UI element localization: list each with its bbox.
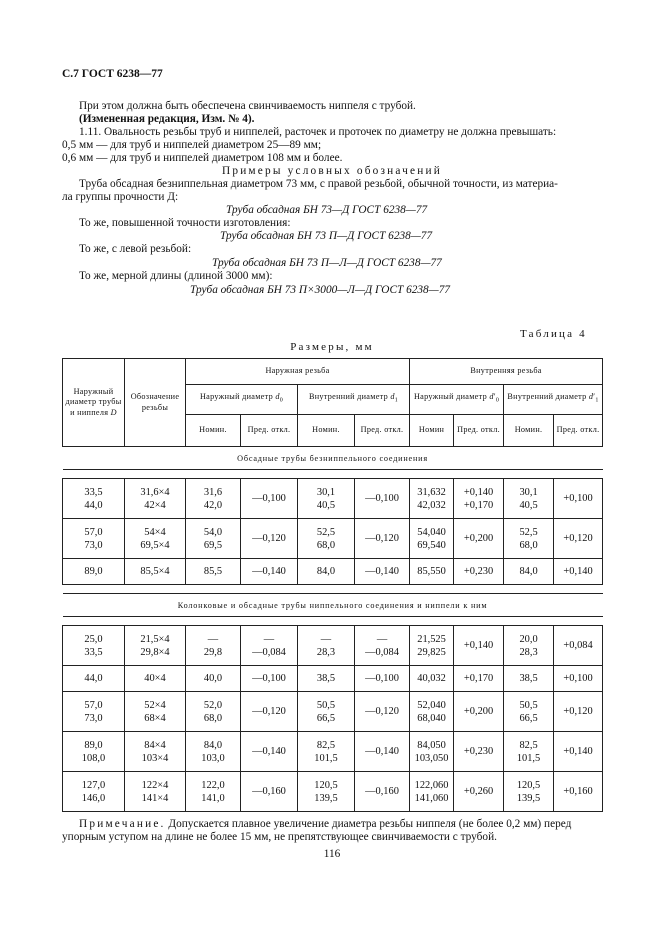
cell-designation bbox=[125, 559, 186, 585]
cell-pipe-diameter-value: 73,0 bbox=[84, 539, 103, 551]
cell-outer-d0-tolerance bbox=[241, 732, 298, 772]
cell-inner-d1-tolerance bbox=[355, 559, 410, 585]
cell-inner-d1p-tolerance-value: +0,100 bbox=[563, 493, 593, 504]
table-row bbox=[63, 559, 603, 585]
cell-designation bbox=[125, 666, 186, 692]
header-inner-d1: Внутренний диаметр $d_1$ bbox=[298, 385, 410, 415]
cell-outer-d0p-tolerance-value: +0,230 bbox=[463, 566, 494, 577]
cell-pipe-diameter-value: 89,0 bbox=[84, 566, 103, 577]
cell-designation-value: 29,8×4 bbox=[140, 646, 170, 658]
cell-outer-d0-tolerance bbox=[241, 559, 298, 585]
cell-pipe-diameter bbox=[63, 519, 125, 559]
cell-inner-d1-nominal bbox=[298, 519, 355, 559]
header-nominal: Номин. bbox=[298, 415, 355, 447]
paragraph: То же, мерной длины (длиной 3000 мм): bbox=[79, 270, 273, 282]
cell-inner-d1p-nominal bbox=[504, 692, 554, 732]
cell-outer-d0p-nominal bbox=[410, 772, 454, 812]
cell-outer-d0p-tolerance-value: +0,140 bbox=[463, 640, 494, 651]
cell-outer-d0p-nominal bbox=[410, 666, 454, 692]
cell-outer-d0p-tolerance-value: +0,170 bbox=[463, 499, 494, 511]
table-row bbox=[63, 692, 603, 732]
table-row bbox=[63, 519, 603, 559]
cell-inner-d1p-nominal-value: 139,5 bbox=[516, 792, 541, 804]
cell-outer-d0p-tolerance-value: +0,140 bbox=[463, 486, 494, 498]
cell-inner-d1-nominal-value: 30,1 bbox=[316, 486, 336, 498]
table-row bbox=[63, 626, 603, 666]
cell-outer-d0-nominal-value: — bbox=[207, 633, 219, 645]
cell-outer-d0-nominal-value: 29,8 bbox=[203, 646, 223, 658]
cell-outer-d0p-nominal bbox=[410, 692, 454, 732]
cell-outer-d0-tolerance-value: — bbox=[263, 633, 275, 645]
cell-inner-d1-tolerance-value: — bbox=[376, 633, 388, 645]
table-row bbox=[63, 479, 603, 519]
cell-pipe-diameter bbox=[63, 732, 125, 772]
cell-inner-d1p-tolerance bbox=[554, 519, 603, 559]
cell-inner-d1p-tolerance bbox=[554, 732, 603, 772]
cell-inner-d1p-nominal-value: 66,5 bbox=[519, 712, 538, 724]
cell-outer-d0-tolerance-value: —0,140 bbox=[252, 566, 286, 577]
table-row bbox=[63, 772, 603, 812]
cell-outer-d0p-nominal bbox=[410, 559, 454, 585]
cell-outer-d0-tolerance-value: —0,160 bbox=[252, 786, 286, 797]
cell-inner-d1-tolerance bbox=[355, 479, 410, 519]
cell-pipe-diameter-value: 44,0 bbox=[84, 673, 103, 684]
cell-outer-d0p-tolerance-value: +0,230 bbox=[463, 746, 494, 757]
cell-outer-d0-nominal-value: 103,0 bbox=[201, 752, 225, 764]
cell-inner-d1-nominal bbox=[298, 692, 355, 732]
cell-pipe-diameter-value: 33,5 bbox=[84, 646, 103, 658]
cell-outer-d0-tolerance-value: —0,120 bbox=[252, 706, 286, 717]
cell-outer-d0-nominal-value: 84,0 bbox=[203, 739, 223, 751]
cell-inner-d1-nominal bbox=[298, 626, 355, 666]
cell-inner-d1-nominal-value: 101,5 bbox=[314, 752, 338, 764]
note-line bbox=[79, 818, 571, 831]
header-nominal: Номин. bbox=[186, 415, 241, 447]
cell-inner-d1-nominal-value: 66,5 bbox=[316, 712, 336, 724]
cell-outer-d0-nominal bbox=[186, 692, 241, 732]
cell-inner-d1p-nominal-value: 38,5 bbox=[519, 673, 538, 684]
cell-inner-d1-nominal-value: 38,5 bbox=[316, 673, 336, 684]
cell-inner-d1-tolerance-value: —0,100 bbox=[365, 493, 399, 504]
cell-outer-d0p-nominal-value: 40,032 bbox=[417, 673, 446, 684]
cell-pipe-diameter bbox=[63, 479, 125, 519]
cell-outer-d0-nominal bbox=[186, 732, 241, 772]
cell-outer-d0-nominal bbox=[186, 626, 241, 666]
cell-designation bbox=[125, 479, 186, 519]
section-title: Обсадные трубы безниппельного соединения bbox=[63, 447, 603, 470]
cell-outer-d0p-nominal-value: 42,032 bbox=[417, 499, 446, 511]
cell-inner-d1p-nominal-value: 30,1 bbox=[519, 486, 538, 498]
page-number: 116 bbox=[323, 848, 341, 860]
example-designation: Труба обсадная БН 73 П—Д ГОСТ 6238—77 bbox=[220, 230, 433, 242]
header-outer-d0-prime: Наружный диаметр $d'_0$ bbox=[410, 385, 504, 415]
cell-pipe-diameter-value: 73,0 bbox=[84, 712, 103, 724]
cell-pipe-diameter-value: 89,0 bbox=[84, 739, 103, 751]
cell-inner-d1p-nominal bbox=[504, 772, 554, 812]
cell-designation-value: 69,5×4 bbox=[140, 539, 170, 551]
amendment-note: (Измененная редакция, Изм. № 4). bbox=[79, 113, 255, 125]
cell-inner-d1p-nominal-value: 20,0 bbox=[519, 633, 538, 645]
cell-inner-d1-nominal-value: 28,3 bbox=[316, 646, 336, 658]
header-tolerance: Пред. откл. bbox=[241, 415, 298, 447]
cell-outer-d0-nominal-value: 122,0 bbox=[201, 779, 225, 791]
cell-outer-d0p-nominal-value: 85,550 bbox=[417, 566, 446, 577]
cell-inner-d1p-nominal-value: 120,5 bbox=[516, 779, 541, 791]
cell-inner-d1-tolerance-value: —0,120 bbox=[365, 533, 399, 544]
cell-pipe-diameter-value: 57,0 bbox=[84, 526, 103, 538]
cell-designation-value: 141×4 bbox=[141, 792, 169, 804]
cell-outer-d0p-nominal-value: 141,060 bbox=[414, 792, 449, 804]
cell-designation-value: 42×4 bbox=[144, 499, 166, 511]
cell-outer-d0-tolerance bbox=[241, 479, 298, 519]
cell-inner-d1-nominal bbox=[298, 559, 355, 585]
cell-inner-d1p-nominal-value: 68,0 bbox=[519, 539, 538, 551]
cell-pipe-diameter-value: 57,0 bbox=[84, 699, 103, 711]
cell-inner-d1-tolerance bbox=[355, 772, 410, 812]
cell-designation-value: 85,5×4 bbox=[140, 566, 170, 577]
example-designation: Труба обсадная БН 73—Д ГОСТ 6238—77 bbox=[226, 204, 428, 216]
cell-inner-d1p-nominal bbox=[504, 666, 554, 692]
cell-inner-d1-nominal-value: 120,5 bbox=[314, 779, 338, 791]
cell-outer-d0p-nominal-value: 68,040 bbox=[417, 712, 446, 724]
page-header: С.7 ГОСТ 6238—77 bbox=[62, 68, 163, 80]
header-designation: Обозначение резьбы bbox=[125, 359, 186, 447]
cell-inner-d1p-nominal-value: 84,0 bbox=[519, 566, 538, 577]
cell-outer-d0p-tolerance bbox=[454, 559, 504, 585]
cell-designation-value: 21,5×4 bbox=[140, 633, 170, 645]
header-tolerance: Пред. откл. bbox=[355, 415, 410, 447]
cell-inner-d1p-nominal-value: 101,5 bbox=[516, 752, 541, 764]
cell-outer-d0-nominal bbox=[186, 666, 241, 692]
cell-outer-d0p-nominal-value: 84,050 bbox=[417, 739, 446, 751]
header-pipe-diameter: Наружный диаметр трубы и ниппеля D bbox=[63, 359, 125, 447]
cell-outer-d0-nominal bbox=[186, 479, 241, 519]
cell-inner-d1-nominal-value: 50,5 bbox=[316, 699, 336, 711]
cell-outer-d0p-nominal-value: 54,040 bbox=[417, 526, 446, 538]
cell-inner-d1p-tolerance bbox=[554, 626, 603, 666]
cell-inner-d1-nominal-value: 139,5 bbox=[314, 792, 338, 804]
cell-outer-d0p-nominal-value: 31,632 bbox=[417, 486, 446, 498]
cell-designation bbox=[125, 732, 186, 772]
table-row bbox=[63, 732, 603, 772]
cell-pipe-diameter bbox=[63, 772, 125, 812]
example-designation: Труба обсадная БН 73 П×3000—Л—Д ГОСТ 6238—77 bbox=[190, 284, 451, 296]
cell-outer-d0-tolerance bbox=[241, 772, 298, 812]
cell-inner-d1-nominal-value: 68,0 bbox=[316, 539, 336, 551]
cell-pipe-diameter-value: 25,0 bbox=[84, 633, 103, 645]
cell-inner-d1-tolerance-value: —0,160 bbox=[365, 786, 399, 797]
cell-outer-d0-nominal-value: 52,0 bbox=[203, 699, 223, 711]
cell-outer-d0p-nominal-value: 122,060 bbox=[414, 779, 449, 791]
cell-inner-d1p-tolerance-value: +0,160 bbox=[563, 786, 593, 797]
header-inner-thread: Внутренняя резьба bbox=[410, 359, 603, 385]
cell-outer-d0p-tolerance-value: +0,170 bbox=[463, 673, 494, 684]
cell-pipe-diameter bbox=[63, 692, 125, 732]
table-label: Таблица 4 bbox=[520, 328, 587, 340]
cell-inner-d1p-tolerance bbox=[554, 772, 603, 812]
cell-inner-d1-tolerance-value: —0,084 bbox=[365, 646, 399, 658]
cell-pipe-diameter bbox=[63, 559, 125, 585]
cell-pipe-diameter-value: 33,5 bbox=[84, 486, 103, 498]
cell-outer-d0-tolerance-value: —0,100 bbox=[252, 493, 286, 504]
cell-outer-d0-nominal bbox=[186, 519, 241, 559]
cell-inner-d1-nominal-value: 52,5 bbox=[316, 526, 336, 538]
cell-outer-d0-nominal bbox=[186, 559, 241, 585]
cell-inner-d1-nominal-value: 84,0 bbox=[316, 566, 336, 577]
cell-outer-d0-tolerance bbox=[241, 626, 298, 666]
cell-inner-d1p-nominal-value: 82,5 bbox=[519, 739, 538, 751]
cell-pipe-diameter-value: 44,0 bbox=[84, 499, 103, 511]
cell-inner-d1-tolerance bbox=[355, 626, 410, 666]
cell-designation bbox=[125, 772, 186, 812]
table-row bbox=[63, 666, 603, 692]
paragraph: То же, повышенной точности изготовления: bbox=[79, 217, 291, 229]
cell-inner-d1p-nominal-value: 50,5 bbox=[519, 699, 538, 711]
cell-outer-d0-nominal-value: 31,6 bbox=[203, 486, 223, 498]
cell-inner-d1p-tolerance bbox=[554, 692, 603, 732]
cell-inner-d1-tolerance bbox=[355, 732, 410, 772]
cell-outer-d0-nominal-value: 54,0 bbox=[203, 526, 223, 538]
dimensions-table bbox=[62, 358, 603, 812]
cell-inner-d1p-tolerance bbox=[554, 666, 603, 692]
cell-inner-d1-nominal bbox=[298, 666, 355, 692]
cell-designation-value: 84×4 bbox=[144, 739, 166, 751]
cell-designation-value: 40×4 bbox=[144, 673, 166, 684]
cell-inner-d1p-nominal bbox=[504, 626, 554, 666]
cell-inner-d1-tolerance bbox=[355, 519, 410, 559]
header-nominal: Номин bbox=[410, 415, 454, 447]
cell-outer-d0-tolerance bbox=[241, 519, 298, 559]
paragraph: 1.11. Овальность резьбы труб и ниппелей, расточек и проточек по диаметру не должна превышать: bbox=[79, 126, 557, 138]
cell-inner-d1p-tolerance-value: +0,084 bbox=[563, 640, 593, 651]
cell-inner-d1p-nominal-value: 52,5 bbox=[519, 526, 538, 538]
cell-outer-d0-nominal-value: 85,5 bbox=[203, 566, 223, 577]
cell-designation-value: 122×4 bbox=[141, 779, 169, 791]
cell-designation bbox=[125, 519, 186, 559]
cell-inner-d1p-nominal bbox=[504, 519, 554, 559]
cell-outer-d0p-tolerance bbox=[454, 732, 504, 772]
cell-inner-d1-tolerance bbox=[355, 692, 410, 732]
paragraph: 0,6 мм — для труб и ниппелей диаметром 108 мм и более. bbox=[62, 152, 343, 164]
cell-outer-d0-nominal bbox=[186, 772, 241, 812]
cell-outer-d0p-nominal-value: 29,825 bbox=[417, 646, 446, 658]
cell-outer-d0-nominal-value: 42,0 bbox=[203, 499, 223, 511]
cell-inner-d1p-tolerance-value: +0,120 bbox=[563, 533, 593, 544]
cell-inner-d1p-nominal-value: 28,3 bbox=[519, 646, 538, 658]
note-line: упорным уступом на длине не более 15 мм, не препятствующее свинчиваемости с трубой. bbox=[62, 831, 497, 843]
cell-outer-d0-nominal-value: 141,0 bbox=[201, 792, 225, 804]
cell-outer-d0p-nominal bbox=[410, 732, 454, 772]
cell-outer-d0-tolerance-value: —0,084 bbox=[252, 646, 286, 658]
example-designation: Труба обсадная БН 73 П—Л—Д ГОСТ 6238—77 bbox=[212, 257, 442, 269]
cell-outer-d0-tolerance bbox=[241, 666, 298, 692]
cell-inner-d1-nominal-value: 40,5 bbox=[316, 499, 336, 511]
section-title: Колонковые и обсадные трубы ниппельного соединения и ниппели к ним bbox=[63, 594, 603, 617]
cell-outer-d0-tolerance bbox=[241, 692, 298, 732]
cell-designation-value: 68×4 bbox=[144, 712, 166, 724]
cell-outer-d0p-tolerance bbox=[454, 479, 504, 519]
cell-outer-d0p-tolerance-value: +0,200 bbox=[463, 533, 494, 544]
header-outer-d0: Наружный диаметр $d_0$ bbox=[186, 385, 298, 415]
cell-outer-d0-tolerance-value: —0,140 bbox=[252, 746, 286, 757]
cell-outer-d0p-nominal-value: 103,050 bbox=[414, 752, 449, 764]
paragraph: 0,5 мм — для труб и ниппелей диаметром 25—89 мм; bbox=[62, 139, 322, 151]
cell-inner-d1-nominal bbox=[298, 732, 355, 772]
cell-inner-d1p-nominal-value: 40,5 bbox=[519, 499, 538, 511]
cell-inner-d1p-tolerance-value: +0,140 bbox=[563, 746, 593, 757]
cell-inner-d1p-tolerance-value: +0,120 bbox=[563, 706, 593, 717]
cell-outer-d0-tolerance-value: —0,120 bbox=[252, 533, 286, 544]
paragraph: ла группы прочности Д: bbox=[62, 191, 179, 203]
note-label: Примечание. bbox=[79, 818, 166, 830]
paragraph: При этом должна быть обеспечена свинчиваемость ниппеля с трубой. bbox=[79, 100, 416, 112]
cell-outer-d0p-tolerance-value: +0,200 bbox=[463, 706, 494, 717]
cell-outer-d0p-nominal bbox=[410, 626, 454, 666]
header-tolerance: Пред. откл. bbox=[454, 415, 504, 447]
cell-inner-d1-tolerance-value: —0,100 bbox=[365, 673, 399, 684]
paragraph: То же, с левой резьбой: bbox=[79, 243, 192, 255]
paragraph: Труба обсадная безниппельная диаметром 73 мм, с правой резьбой, обычной точности, из материа- bbox=[79, 178, 558, 190]
cell-pipe-diameter-value: 127,0 bbox=[81, 779, 106, 791]
cell-outer-d0p-nominal-value: 52,040 bbox=[417, 699, 446, 711]
cell-designation bbox=[125, 626, 186, 666]
cell-inner-d1p-tolerance-value: +0,140 bbox=[563, 566, 593, 577]
cell-outer-d0-tolerance-value: —0,100 bbox=[252, 673, 286, 684]
cell-inner-d1-tolerance bbox=[355, 666, 410, 692]
cell-designation-value: 103×4 bbox=[141, 752, 169, 764]
cell-designation-value: 31,6×4 bbox=[140, 486, 170, 498]
cell-outer-d0-nominal-value: 40,0 bbox=[203, 673, 223, 684]
cell-inner-d1-tolerance-value: —0,140 bbox=[365, 746, 399, 757]
cell-outer-d0p-nominal bbox=[410, 479, 454, 519]
examples-title: Примеры условных обозначений bbox=[221, 165, 442, 177]
cell-outer-d0-nominal-value: 68,0 bbox=[203, 712, 223, 724]
note-text: Допускается плавное увеличение диаметра резьбы ниппеля (не более 0,2 мм) перед bbox=[165, 818, 572, 830]
cell-pipe-diameter bbox=[63, 626, 125, 666]
cell-inner-d1-nominal-value: — bbox=[320, 633, 332, 645]
header-outer-thread: Наружная резьба bbox=[186, 359, 410, 385]
cell-inner-d1p-nominal bbox=[504, 559, 554, 585]
cell-inner-d1p-tolerance bbox=[554, 559, 603, 585]
cell-inner-d1p-nominal bbox=[504, 732, 554, 772]
cell-outer-d0-nominal-value: 69,5 bbox=[203, 539, 223, 551]
cell-pipe-diameter-value: 108,0 bbox=[81, 752, 106, 764]
cell-designation bbox=[125, 692, 186, 732]
table-caption: Размеры, мм bbox=[290, 341, 374, 353]
cell-inner-d1-tolerance-value: —0,120 bbox=[365, 706, 399, 717]
cell-inner-d1-tolerance-value: —0,140 bbox=[365, 566, 399, 577]
cell-outer-d0p-tolerance bbox=[454, 772, 504, 812]
cell-inner-d1p-tolerance-value: +0,100 bbox=[563, 673, 593, 684]
cell-inner-d1-nominal bbox=[298, 772, 355, 812]
header-nominal: Номин. bbox=[504, 415, 554, 447]
cell-inner-d1p-nominal bbox=[504, 479, 554, 519]
cell-inner-d1-nominal bbox=[298, 479, 355, 519]
cell-designation-value: 52×4 bbox=[144, 699, 166, 711]
header-inner-d1-prime: Внутренний диаметр $d'_1$ bbox=[504, 385, 603, 415]
cell-outer-d0p-tolerance bbox=[454, 626, 504, 666]
header-tolerance: Пред. откл. bbox=[554, 415, 603, 447]
cell-outer-d0p-nominal-value: 21,525 bbox=[417, 633, 446, 645]
cell-outer-d0p-tolerance bbox=[454, 692, 504, 732]
cell-outer-d0p-tolerance bbox=[454, 519, 504, 559]
cell-pipe-diameter bbox=[63, 666, 125, 692]
cell-outer-d0p-nominal-value: 69,540 bbox=[417, 539, 446, 551]
cell-inner-d1p-tolerance bbox=[554, 479, 603, 519]
cell-inner-d1-nominal-value: 82,5 bbox=[316, 739, 336, 751]
cell-pipe-diameter-value: 146,0 bbox=[81, 792, 106, 804]
cell-outer-d0p-nominal bbox=[410, 519, 454, 559]
cell-outer-d0p-tolerance-value: +0,260 bbox=[463, 786, 494, 797]
cell-outer-d0p-tolerance bbox=[454, 666, 504, 692]
cell-designation-value: 54×4 bbox=[144, 526, 166, 538]
